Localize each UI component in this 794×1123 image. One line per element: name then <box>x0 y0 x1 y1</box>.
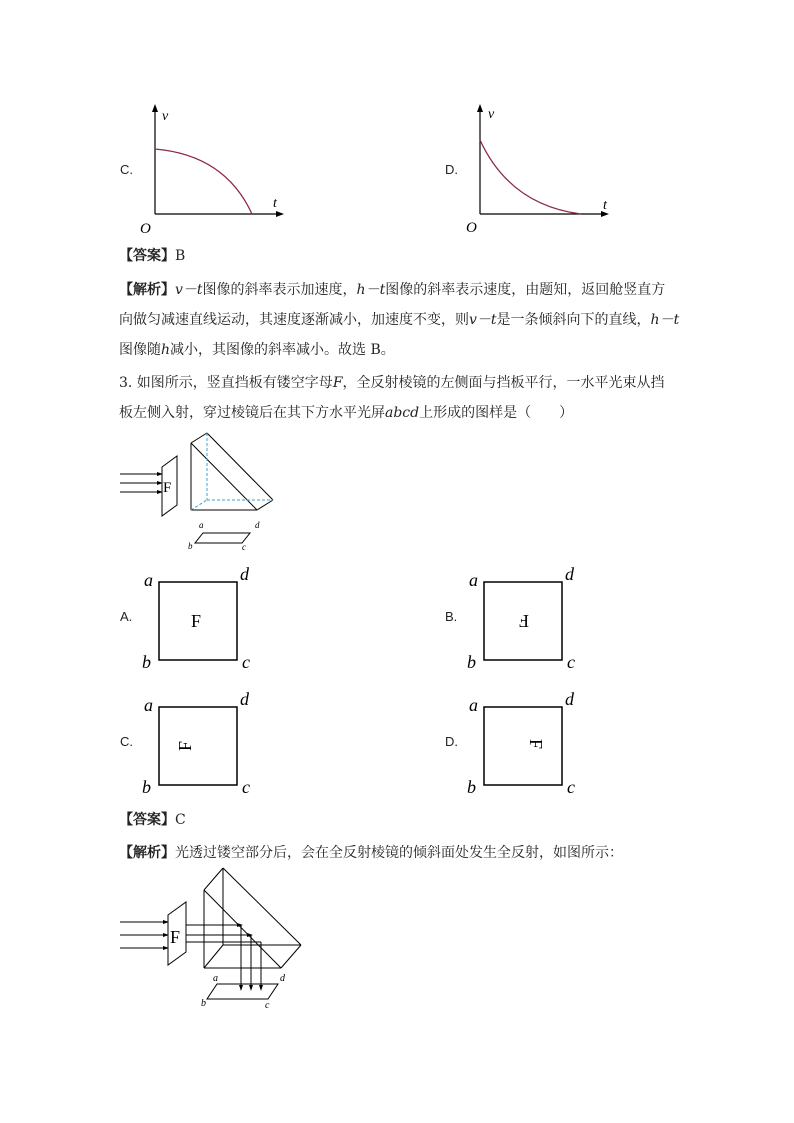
plate-letter: F <box>170 927 181 947</box>
q2-analysis-line-3: 图像随h减小，其图像的斜率减小。故选 B。 <box>119 342 395 358</box>
pattern-letter: F <box>526 739 546 750</box>
svg-text:b: b <box>188 541 193 551</box>
svg-text:a: a <box>199 520 204 530</box>
graph-option-d <box>455 100 625 240</box>
q3-option-c-label: C. <box>120 734 133 749</box>
prism-hidden-edges <box>191 433 273 510</box>
svg-text:b: b <box>467 777 476 797</box>
reflection-figure <box>115 860 315 1015</box>
svg-text:a: a <box>144 570 153 590</box>
prism <box>191 433 273 510</box>
svg-text:c: c <box>567 777 575 797</box>
svg-text:d: d <box>280 973 285 984</box>
pattern-letter: F <box>191 611 202 631</box>
svg-text:b: b <box>142 652 151 672</box>
velocity-curve-c <box>155 149 252 214</box>
svg-text:a: a <box>144 695 153 715</box>
svg-text:d: d <box>255 520 260 530</box>
q3-option-d-label: D. <box>445 734 458 749</box>
axis-t-label: t <box>273 196 277 211</box>
option-c-label: C. <box>120 162 133 177</box>
svg-text:b: b <box>142 777 151 797</box>
origin-label: O <box>466 220 477 236</box>
q3-stem-line-2: 板左侧入射，穿过棱镜后在其下方水平光屏abcd上形成的图样是（ ） <box>119 405 574 421</box>
q3-option-a-label: A. <box>120 609 133 624</box>
q3-option-d <box>463 685 593 800</box>
svg-text:c: c <box>242 777 250 797</box>
graph-option-c <box>130 100 300 240</box>
svg-text:d: d <box>240 564 249 584</box>
svg-text:c: c <box>242 542 246 552</box>
q3-option-a <box>138 560 268 675</box>
q2-analysis-line-2: 向做匀减速直线运动，其速度逐渐减小，加速度不变，则v－t是一条倾斜向下的直线，h－t <box>119 312 680 328</box>
q3-analysis-line-1: 【解析】光透过镂空部分后，会在全反射棱镜的倾斜面处发生全反射，如图所示： <box>119 845 623 861</box>
axis-v-label: v <box>488 107 495 122</box>
q2-answer: 【答案】B <box>119 248 186 264</box>
q2-analysis-line-1: 【解析】v－t图像的斜率表示加速度，h－t图像的斜率表示速度，由题知，返回舱竖直方 <box>119 282 666 298</box>
svg-text:b: b <box>467 652 476 672</box>
plate-letter: F <box>163 480 172 496</box>
prism <box>204 868 301 968</box>
svg-text:d: d <box>565 564 574 584</box>
q3-option-c <box>138 685 268 800</box>
origin-label: O <box>140 221 151 237</box>
velocity-curve-d <box>480 140 581 214</box>
option-d-label: D. <box>445 162 458 177</box>
axis-v-label: v <box>162 109 169 124</box>
q3-option-b <box>463 560 593 675</box>
svg-text:c: c <box>242 652 250 672</box>
q3-answer: 【答案】C <box>119 812 186 828</box>
svg-text:a: a <box>469 695 478 715</box>
prism-figure <box>115 425 290 555</box>
q3-option-b-label: B. <box>445 609 458 624</box>
svg-text:a: a <box>469 570 478 590</box>
pattern-letter: F <box>518 611 529 631</box>
pattern-letter: F <box>175 740 195 751</box>
svg-text:b: b <box>201 998 206 1009</box>
svg-text:c: c <box>567 652 575 672</box>
svg-text:d: d <box>240 689 249 709</box>
svg-text:d: d <box>565 689 574 709</box>
svg-text:a: a <box>213 973 218 984</box>
q3-stem-line-1: 3. 如图所示，竖直挡板有镂空字母F，全反射棱镜的左侧面与挡板平行，一水平光束从挡 <box>119 375 665 391</box>
svg-text:c: c <box>265 1000 270 1011</box>
axis-t-label: t <box>603 198 607 213</box>
